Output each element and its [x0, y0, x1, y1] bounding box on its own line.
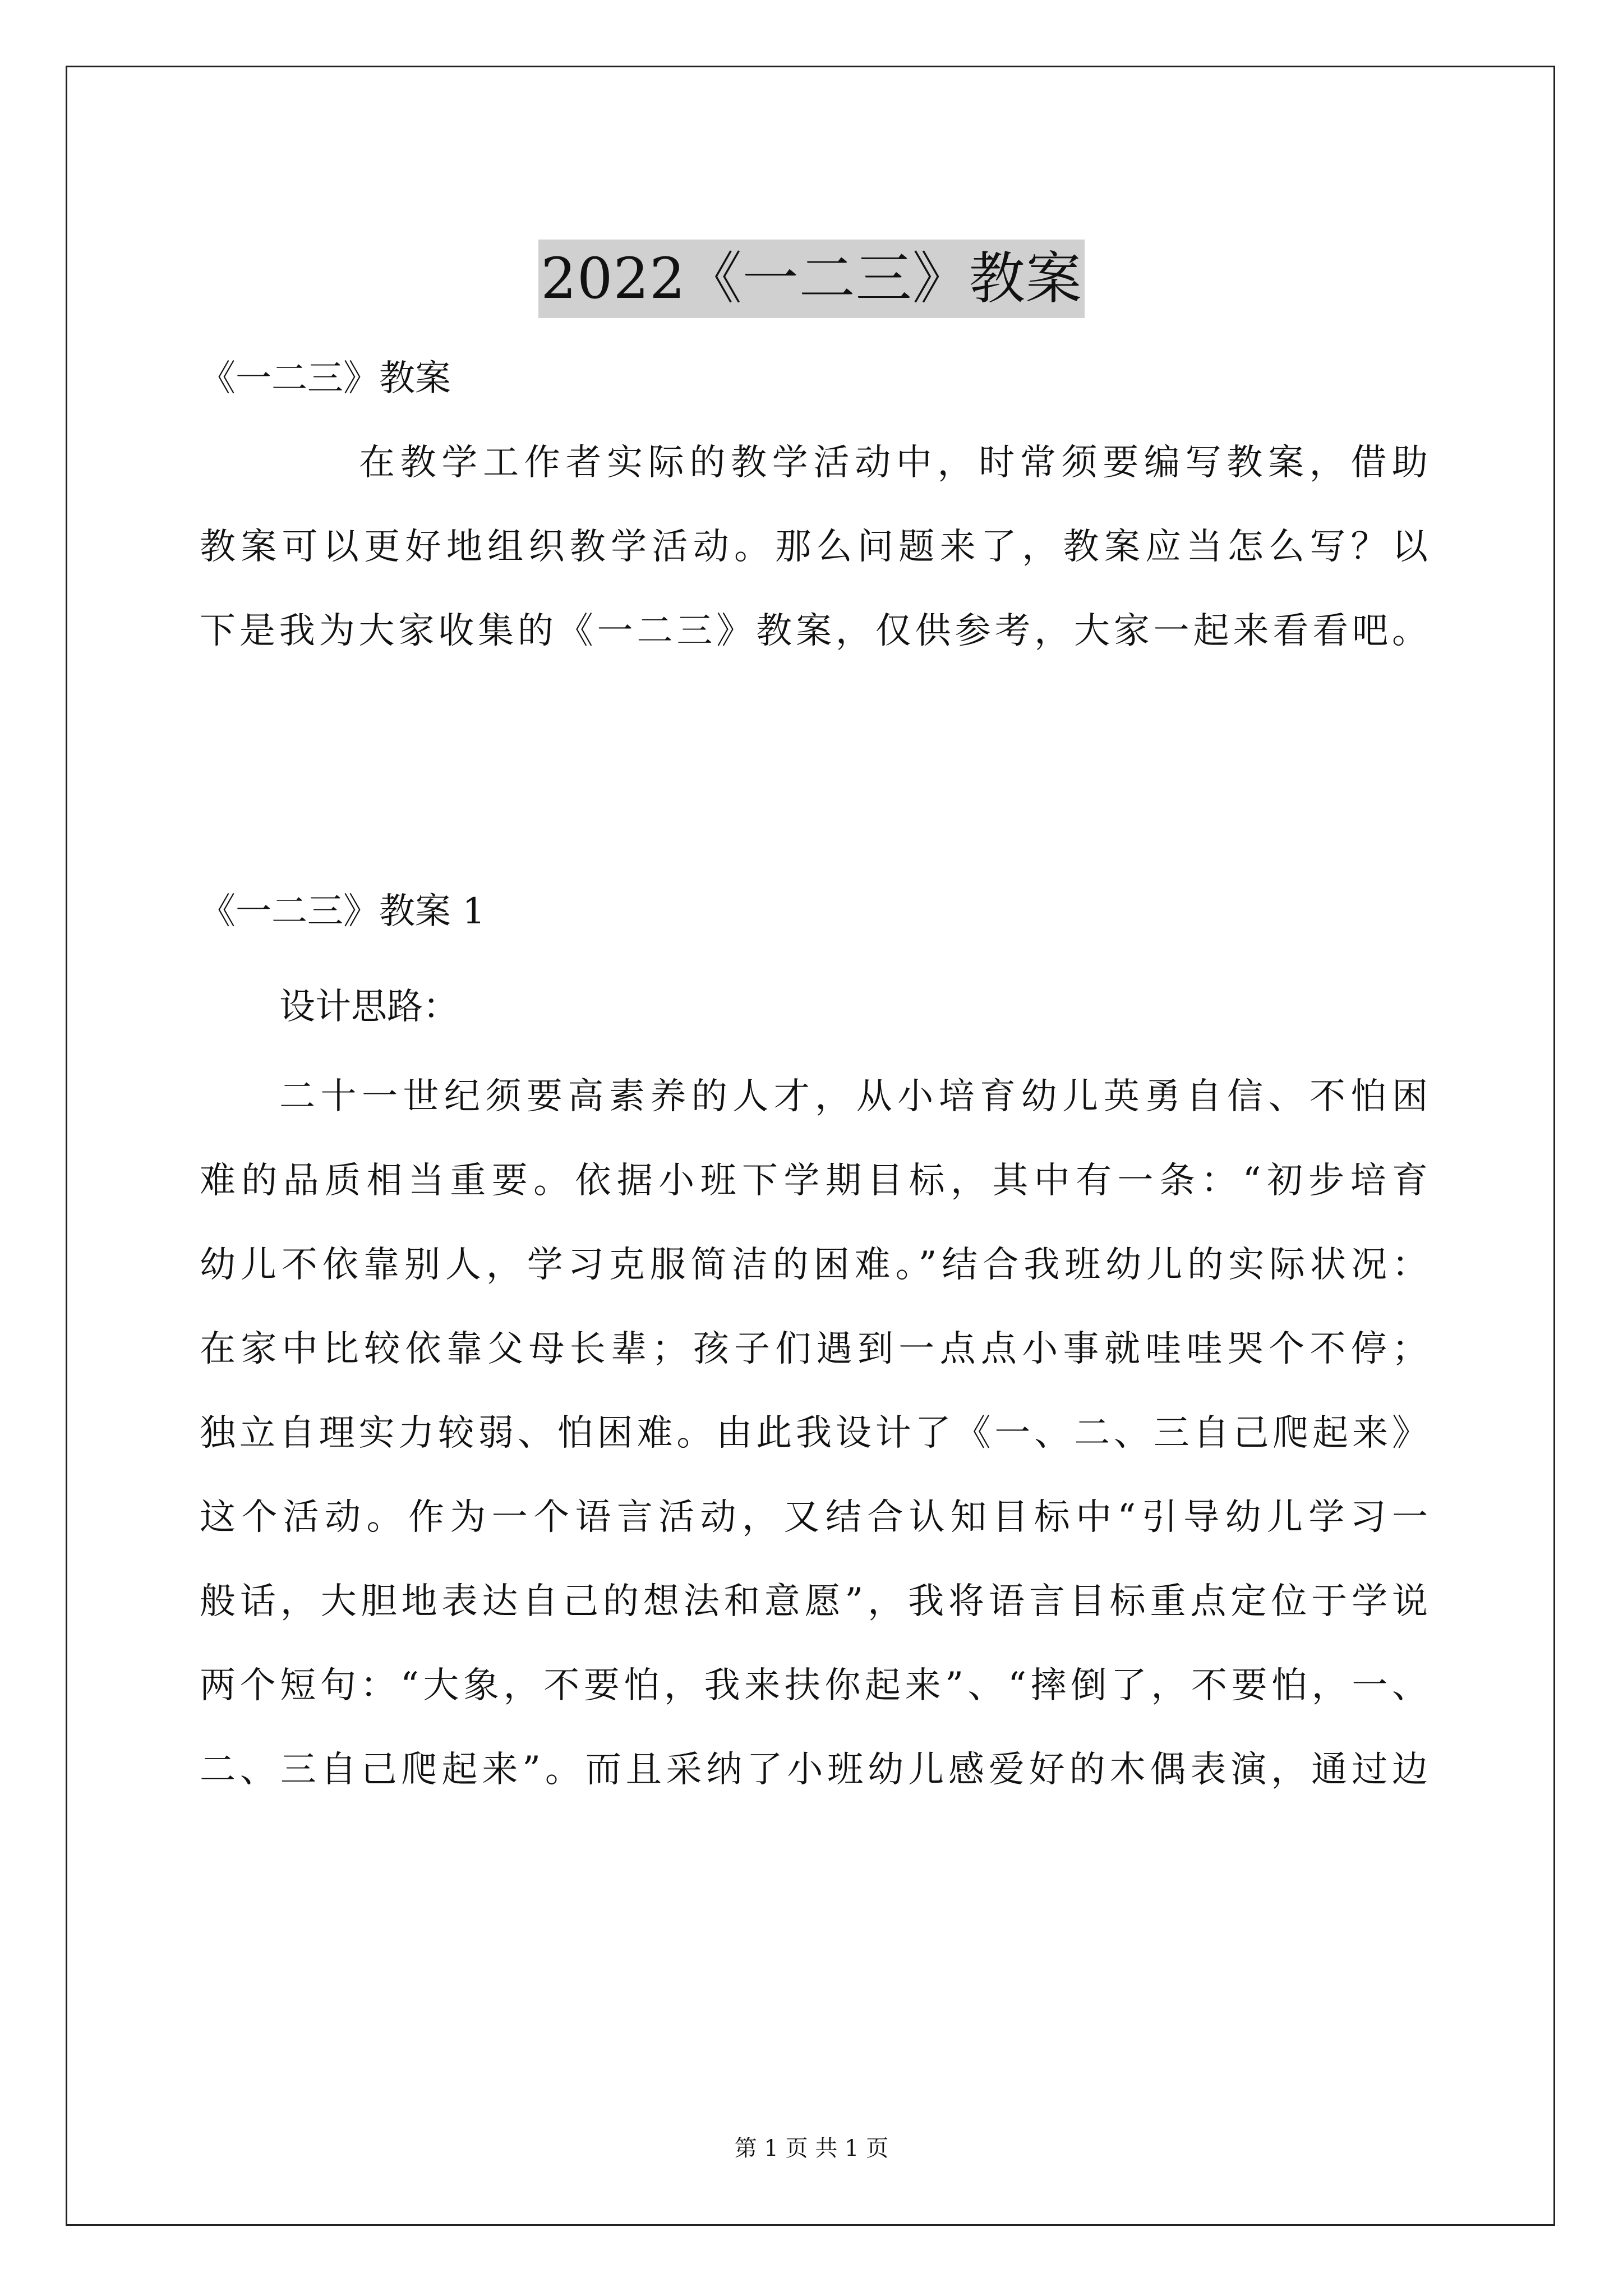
intro-line: 下是我为大家收集的《一二三》教案，仅供参考，大家一起来看看吧。 — [200, 610, 1428, 652]
body-line: 二、三自己爬起来”。而且采纳了小班幼儿感爱好的木偶表演，通过边 — [200, 1749, 1428, 1791]
design-label: 设计思路： — [279, 986, 459, 1028]
intro-line: 在教学工作者实际的教学活动中，时常须要编写教案，借助 — [359, 442, 1428, 484]
body-line: 这个活动。作为一个语言活动，又结合认知目标中“引导幼儿学习一 — [200, 1497, 1428, 1538]
body-paragraph — [200, 1055, 1428, 1812]
body-line: 般话，大胆地表达自己的想法和意愿”，我将语言目标重点定位于学说 — [200, 1581, 1428, 1622]
body-line: 幼儿不依靠别人，学习克服简洁的困难。”结合我班幼儿的实际状况： — [200, 1244, 1428, 1286]
body-line: 两个短句：“大象，不要怕，我来扶你起来”、“摔倒了，不要怕，一、 — [200, 1665, 1428, 1706]
body-line: 独立自理实力较弱、怕困难。由此我设计了《一、二、三自己爬起来》 — [200, 1412, 1428, 1454]
intro-line: 教案可以更好地组织教学活动。那么问题来了，教案应当怎么写？以 — [200, 526, 1428, 568]
title-wrap — [0, 202, 1623, 356]
document-subtitle: 《一二三》教案 — [200, 358, 451, 399]
body-line: 难的品质相当重要。依据小班下学期目标，其中有一条：“初步培育 — [200, 1160, 1428, 1202]
body-line: 二十一世纪须要高素养的人才，从小培育幼儿英勇自信、不怕困 — [279, 1076, 1428, 1117]
section-heading: 《一二三》教案 1 — [200, 891, 486, 932]
page-footer: 第 1 页 共 1 页 — [734, 2136, 889, 2161]
intro-paragraph — [200, 421, 1428, 673]
subtitle-block — [200, 337, 1428, 421]
design-label-block — [200, 965, 1428, 1049]
document-title: 2022《一二三》教案 — [538, 240, 1085, 318]
body-line: 在家中比较依靠父母长辈；孩子们遇到一点点小事就哇哇哭个不停； — [200, 1328, 1428, 1370]
section-heading-block — [200, 869, 1428, 954]
